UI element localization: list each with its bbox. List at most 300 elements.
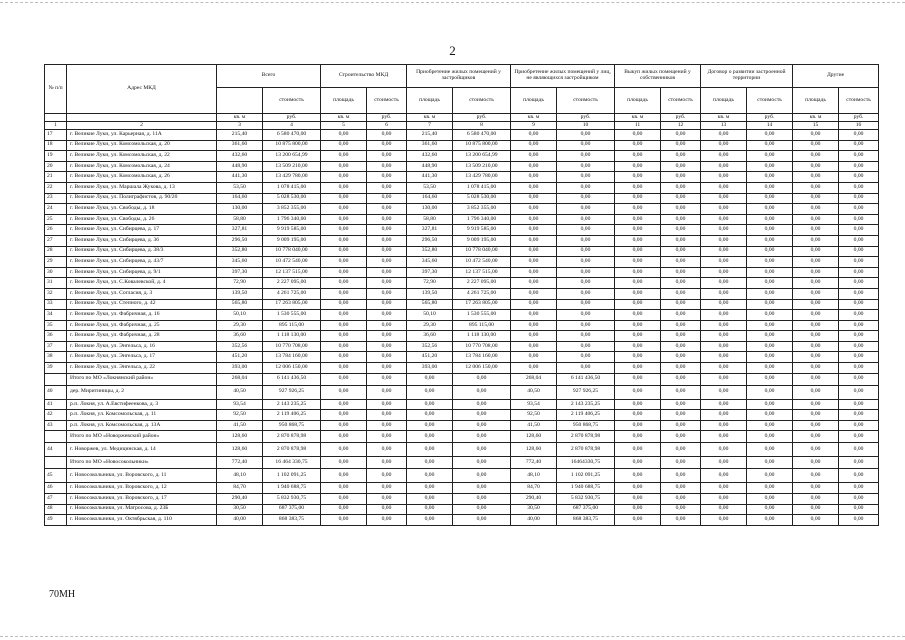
cell-area: 0,00 — [701, 140, 747, 151]
cell-cost: 6 141 436,50 — [263, 373, 321, 385]
row-number: 39 — [45, 363, 67, 374]
cell-cost: 0,00 — [367, 161, 407, 172]
cell-area: 84,70 — [511, 483, 557, 494]
cell-cost: 0,00 — [747, 352, 793, 363]
header-index: 8 — [453, 122, 511, 130]
cell-area: 0,00 — [321, 341, 367, 352]
cell-area: 0,00 — [511, 151, 557, 162]
cell-area: 0,00 — [321, 410, 367, 421]
row-address: г. Великие Луки, ул. Сибирцева, д. 38/3 — [67, 246, 217, 257]
cell-cost: 1 796 340,00 — [453, 214, 511, 225]
cell-cost: 0,00 — [367, 267, 407, 278]
cell-area: 0,00 — [615, 399, 661, 410]
row-number: 31 — [45, 278, 67, 289]
cell-cost: 9 919 585,00 — [453, 225, 511, 236]
cell-cost: 0,00 — [839, 331, 879, 342]
cell-area: 0,00 — [615, 204, 661, 215]
cell-cost: 0,00 — [367, 431, 407, 443]
header-index: 11 — [615, 122, 661, 130]
cell-cost: 1 796 340,00 — [263, 214, 321, 225]
cell-cost: 0,00 — [839, 443, 879, 457]
header-unit-area: кв. м — [321, 114, 367, 122]
row-number: 27 — [45, 235, 67, 246]
cell-area: 139,50 — [407, 288, 453, 299]
header-index: 10 — [557, 122, 615, 130]
row-address: г. Великие Луки, ул. Комсомольская, д. 26 — [67, 172, 217, 183]
cell-cost: 0,00 — [367, 331, 407, 342]
cell-cost: 0,00 — [661, 331, 701, 342]
row-number: 17 — [45, 130, 67, 141]
cell-cost: 0,00 — [661, 267, 701, 278]
cell-area: 0,00 — [615, 172, 661, 183]
cell-cost: 0,00 — [839, 267, 879, 278]
cell-area: 0,00 — [793, 341, 839, 352]
cell-area: 0,00 — [407, 399, 453, 410]
cell-area: 0,00 — [511, 310, 557, 321]
row-number: 21 — [45, 172, 67, 183]
cell-area: 0,00 — [321, 225, 367, 236]
cell-cost: 0,00 — [367, 483, 407, 494]
cell-area: 0,00 — [407, 469, 453, 483]
table-row — [45, 494, 879, 505]
cell-area: 0,00 — [321, 420, 367, 431]
header-sub-cost: стоимость — [367, 88, 407, 114]
cell-area: 352,56 — [407, 341, 453, 352]
table-row — [45, 483, 879, 494]
cell-area: 290,40 — [217, 494, 263, 505]
cell-area: 40,50 — [511, 385, 557, 399]
cell-area: 0,00 — [793, 257, 839, 268]
cell-area: 0,00 — [615, 278, 661, 289]
cell-cost: 0,00 — [839, 469, 879, 483]
cell-area: 327,81 — [407, 225, 453, 236]
cell-cost: 1 118 130,00 — [453, 331, 511, 342]
cell-area: 29,30 — [407, 320, 453, 331]
row-number: 34 — [45, 310, 67, 321]
cell-area: 41,50 — [511, 420, 557, 431]
cell-cost: 0,00 — [839, 385, 879, 399]
header-sub-cost: стоимость — [453, 88, 511, 114]
table-row — [45, 469, 879, 483]
cell-cost: 10 875 800,00 — [263, 140, 321, 151]
cell-area: 352,80 — [407, 246, 453, 257]
header-unit-cost: руб. — [453, 114, 511, 122]
cell-area: 215,40 — [407, 130, 453, 141]
cell-cost: 10 472 540,00 — [453, 257, 511, 268]
cell-area: 0,00 — [407, 504, 453, 515]
header-address: Адрес МКД — [67, 65, 217, 114]
table-row — [45, 341, 879, 352]
cell-cost: 0,00 — [839, 257, 879, 268]
cell-cost: 0,00 — [747, 504, 793, 515]
cell-cost: 0,00 — [661, 214, 701, 225]
row-address: р.п. Локня, ул. Комсомольская, д. 13А — [67, 420, 217, 431]
cell-area: 0,00 — [615, 182, 661, 193]
cell-cost: 0,00 — [747, 246, 793, 257]
row-address: г. Новосокольники, ул. Воровского, д. 12 — [67, 483, 217, 494]
cell-cost: 0,00 — [747, 431, 793, 443]
header-unit-area: кв. м — [701, 114, 747, 122]
row-address: г. Великие Луки, ул. Карьерная, д. 11А — [67, 130, 217, 141]
table-row — [45, 204, 879, 215]
row-address: г. Великие Луки, ул. Сибирцева, д. 17 — [67, 225, 217, 236]
cell-cost: 2 870 878,98 — [263, 443, 321, 457]
cell-cost: 0,00 — [839, 363, 879, 374]
cell-area: 0,00 — [793, 352, 839, 363]
cell-area: 0,00 — [701, 363, 747, 374]
cell-area: 0,00 — [407, 443, 453, 457]
cell-cost: 0,00 — [747, 373, 793, 385]
cell-area: 0,00 — [511, 278, 557, 289]
cell-cost: 0,00 — [661, 235, 701, 246]
cell-area: 58,80 — [217, 214, 263, 225]
cell-area: 0,00 — [793, 504, 839, 515]
cell-cost: 1 530 555,00 — [263, 310, 321, 321]
row-number: 38 — [45, 352, 67, 363]
cell-area: 345,60 — [217, 257, 263, 268]
table-row — [45, 235, 879, 246]
cell-area: 0,00 — [321, 299, 367, 310]
header-index: 1 — [45, 122, 67, 130]
cell-area: 0,00 — [321, 494, 367, 505]
cell-cost: 3 852 355,00 — [453, 204, 511, 215]
cell-cost: 0,00 — [747, 443, 793, 457]
cell-cost: 0,00 — [367, 515, 407, 526]
cell-cost: 868 383,75 — [263, 515, 321, 526]
cell-cost: 0,00 — [747, 161, 793, 172]
cell-cost: 0,00 — [557, 225, 615, 236]
table-row — [45, 331, 879, 342]
cell-area: 0,00 — [321, 431, 367, 443]
cell-cost: 10 875 800,00 — [453, 140, 511, 151]
row-address: г. Великие Луки, ул. Комсомольская, д. 20 — [67, 140, 217, 151]
cell-area: 0,00 — [701, 385, 747, 399]
row-address: г. Великие Луки, ул. Комсомольская, д. 22 — [67, 151, 217, 162]
cell-cost: 0,00 — [839, 420, 879, 431]
cell-area: 0,00 — [793, 130, 839, 141]
cell-cost: 0,00 — [557, 151, 615, 162]
header-sub-cost: стоимость — [661, 88, 701, 114]
table-row — [45, 161, 879, 172]
cell-area: 345,60 — [407, 257, 453, 268]
cell-cost: 2 143 235,25 — [263, 399, 321, 410]
cell-cost: 0,00 — [839, 246, 879, 257]
header-unit-cost: руб. — [263, 114, 321, 122]
cell-area: 0,00 — [407, 494, 453, 505]
cell-cost: 16464330,75 — [557, 457, 615, 469]
cell-area: 448,90 — [217, 161, 263, 172]
row-address: г. Великие Луки, ул. Полиграфистов, д. 90/20 — [67, 193, 217, 204]
table-row — [45, 363, 879, 374]
cell-area: 0,00 — [793, 182, 839, 193]
cell-area: 0,00 — [793, 483, 839, 494]
cell-cost: 0,00 — [839, 225, 879, 236]
row-address: г. Великие Луки, ул. Фабричная, д. 25 — [67, 320, 217, 331]
cell-cost: 0,00 — [661, 172, 701, 183]
cell-cost: 0,00 — [367, 504, 407, 515]
cell-area: 0,00 — [511, 193, 557, 204]
cell-area: 0,00 — [793, 457, 839, 469]
cell-area: 36,60 — [407, 331, 453, 342]
cell-cost: 6 580 470,00 — [263, 130, 321, 141]
cell-cost: 0,00 — [747, 235, 793, 246]
cell-area: 0,00 — [321, 310, 367, 321]
cell-area: 0,00 — [793, 246, 839, 257]
cell-cost: 5 028 530,00 — [453, 193, 511, 204]
row-number — [45, 373, 67, 385]
cell-area: 0,00 — [321, 278, 367, 289]
cell-cost: 0,00 — [747, 483, 793, 494]
cell-cost: 13 429 780,00 — [453, 172, 511, 183]
cell-area: 0,00 — [321, 204, 367, 215]
cell-cost: 2 143 235,25 — [557, 399, 615, 410]
cell-cost: 10 472 540,00 — [263, 257, 321, 268]
cell-cost: 0,00 — [661, 161, 701, 172]
table-row — [45, 443, 879, 457]
cell-cost: 0,00 — [367, 204, 407, 215]
cell-cost: 0,00 — [367, 363, 407, 374]
header-index: 7 — [407, 122, 453, 130]
cell-cost: 9 919 585,00 — [263, 225, 321, 236]
cell-cost: 0,00 — [661, 278, 701, 289]
cell-area: 0,00 — [701, 204, 747, 215]
cell-cost: 0,00 — [661, 204, 701, 215]
cell-area: 0,00 — [793, 225, 839, 236]
cell-cost: 0,00 — [367, 457, 407, 469]
cell-cost: 16 464 330,75 — [263, 457, 321, 469]
cell-cost: 13 509 210,00 — [453, 161, 511, 172]
cell-cost: 0,00 — [367, 410, 407, 421]
row-address: г. Великие Луки, ул. Сибирцева, д. 43/7 — [67, 257, 217, 268]
table-row — [45, 288, 879, 299]
row-number: 46 — [45, 483, 67, 494]
cell-cost: 0,00 — [839, 457, 879, 469]
cell-cost: 1 940 688,75 — [263, 483, 321, 494]
cell-cost: 0,00 — [367, 172, 407, 183]
cell-area: 0,00 — [701, 410, 747, 421]
cell-cost: 0,00 — [661, 288, 701, 299]
row-address: г. Новосокольники, ул. Воровского, д. 17 — [67, 494, 217, 505]
cell-cost: 0,00 — [453, 504, 511, 515]
cell-area: 0,00 — [407, 515, 453, 526]
header-unit-row — [45, 114, 879, 122]
cell-area: 772,40 — [217, 457, 263, 469]
header-sub-area: площадь — [701, 88, 747, 114]
cell-area: 0,00 — [511, 341, 557, 352]
cell-area: 0,00 — [615, 363, 661, 374]
header-group-developer-purchase: Приобретение жилых помещений у застройщиков — [407, 65, 511, 88]
row-number: 32 — [45, 288, 67, 299]
cell-cost: 0,00 — [839, 204, 879, 215]
cell-area: 0,00 — [321, 373, 367, 385]
cell-cost: 1 940 688,75 — [557, 483, 615, 494]
cell-area: 0,00 — [701, 331, 747, 342]
row-address: г. Новосокольники, ул. Октябрьская, д. 110 — [67, 515, 217, 526]
cell-area: 0,00 — [407, 385, 453, 399]
cell-area: 0,00 — [615, 420, 661, 431]
cell-area: 0,00 — [793, 373, 839, 385]
cell-area: 772,40 — [511, 457, 557, 469]
cell-cost: 0,00 — [557, 204, 615, 215]
header-sub-area: площадь — [615, 88, 661, 114]
cell-area: 0,00 — [321, 363, 367, 374]
cell-area: 397,30 — [217, 267, 263, 278]
header-group-nondeveloper-purchase: Приобретение жилых помещений у лиц, не являющихся застройщиком — [511, 65, 615, 88]
cell-cost: 0,00 — [367, 130, 407, 141]
cell-area: 441,30 — [407, 172, 453, 183]
row-number: 26 — [45, 225, 67, 236]
cell-area: 0,00 — [615, 410, 661, 421]
cell-area: 0,00 — [793, 299, 839, 310]
cell-area: 0,00 — [321, 320, 367, 331]
cell-area: 0,00 — [615, 320, 661, 331]
cell-area: 40,00 — [217, 515, 263, 526]
header-sub-cost: стоимость — [747, 88, 793, 114]
cell-area: 128,60 — [511, 443, 557, 457]
cell-cost: 1 102 091,25 — [557, 469, 615, 483]
cell-cost: 6 580 470,00 — [453, 130, 511, 141]
cell-area: 0,00 — [701, 246, 747, 257]
header-index: 12 — [661, 122, 701, 130]
cell-area: 268,04 — [511, 373, 557, 385]
table-row — [45, 140, 879, 151]
cell-cost: 0,00 — [453, 483, 511, 494]
cell-area: 50,10 — [407, 310, 453, 321]
cell-area: 0,00 — [511, 299, 557, 310]
cell-cost: 0,00 — [557, 257, 615, 268]
cell-cost: 2 870 878,98 — [263, 431, 321, 443]
cell-cost: 0,00 — [367, 288, 407, 299]
subtotal-row — [45, 457, 879, 469]
table-row — [45, 399, 879, 410]
header-unit-area: кв. м — [793, 114, 839, 122]
cell-area: 130,00 — [217, 204, 263, 215]
cell-cost: 950 868,75 — [557, 420, 615, 431]
cell-area: 164,60 — [217, 193, 263, 204]
header-index: 16 — [839, 122, 879, 130]
cell-area: 0,00 — [615, 483, 661, 494]
table-row — [45, 385, 879, 399]
cell-area: 0,00 — [407, 457, 453, 469]
cell-cost: 0,00 — [661, 193, 701, 204]
cell-area: 0,00 — [701, 504, 747, 515]
header-unit-area: кв. м — [615, 114, 661, 122]
cell-area: 0,00 — [511, 182, 557, 193]
row-address: г. Великие Луки, ул. Согласия, д. 3 — [67, 288, 217, 299]
cell-cost: 0,00 — [839, 140, 879, 151]
cell-area: 50,10 — [217, 310, 263, 321]
cell-area: 0,00 — [321, 140, 367, 151]
cell-area: 0,00 — [321, 443, 367, 457]
cell-area: 0,00 — [511, 320, 557, 331]
cell-area: 0,00 — [511, 214, 557, 225]
row-number: 30 — [45, 267, 67, 278]
cell-cost: 0,00 — [747, 172, 793, 183]
cell-cost: 0,00 — [557, 310, 615, 321]
cell-cost: 0,00 — [557, 299, 615, 310]
cell-cost: 0,00 — [453, 399, 511, 410]
cell-cost: 13 429 780,00 — [263, 172, 321, 183]
cell-cost: 0,00 — [557, 267, 615, 278]
cell-area: 53,50 — [407, 182, 453, 193]
cell-cost: 927 926,25 — [263, 385, 321, 399]
header-sub-cost: стоимость — [839, 88, 879, 114]
header-unit-blank — [67, 114, 217, 122]
cell-cost: 4 261 725,00 — [453, 288, 511, 299]
row-number — [45, 431, 67, 443]
row-address: г. Великие Луки, ул. Степного, д. 42 — [67, 299, 217, 310]
cell-cost: 0,00 — [557, 182, 615, 193]
table-row — [45, 320, 879, 331]
cell-cost: 10 770 708,00 — [453, 341, 511, 352]
row-number: 49 — [45, 515, 67, 526]
header-group-total: Всего — [217, 65, 321, 88]
row-address: г. Великие Луки, ул. Энгельса, д. 22 — [67, 363, 217, 374]
row-number: 33 — [45, 299, 67, 310]
cell-cost: 0,00 — [367, 320, 407, 331]
cell-area: 0,00 — [511, 267, 557, 278]
cell-area: 296,50 — [407, 235, 453, 246]
cell-area: 0,00 — [793, 515, 839, 526]
cell-area: 58,80 — [407, 214, 453, 225]
cell-area: 0,00 — [511, 130, 557, 141]
cell-area: 0,00 — [615, 140, 661, 151]
cell-area: 0,00 — [615, 457, 661, 469]
cell-cost: 0,00 — [453, 469, 511, 483]
header-index: 15 — [793, 122, 839, 130]
cell-cost: 0,00 — [453, 385, 511, 399]
cell-area: 0,00 — [701, 193, 747, 204]
cell-cost: 687 375,00 — [263, 504, 321, 515]
cell-cost: 0,00 — [557, 214, 615, 225]
cell-cost: 0,00 — [839, 161, 879, 172]
cell-area: 327,81 — [217, 225, 263, 236]
cell-cost: 6 141 436,50 — [557, 373, 615, 385]
table-row — [45, 151, 879, 162]
cell-cost: 3 852 355,00 — [263, 204, 321, 215]
cell-area: 0,00 — [407, 410, 453, 421]
row-number: 48 — [45, 504, 67, 515]
row-number: 44 — [45, 443, 67, 457]
cell-area: 0,00 — [615, 515, 661, 526]
cell-cost: 0,00 — [367, 469, 407, 483]
cell-cost: 13 200 654,99 — [263, 151, 321, 162]
page-number: 2 — [449, 43, 456, 58]
cell-cost: 0,00 — [367, 420, 407, 431]
cell-area: 0,00 — [793, 399, 839, 410]
cell-cost: 0,00 — [367, 225, 407, 236]
cell-cost: 0,00 — [367, 443, 407, 457]
cell-area: 93,54 — [511, 399, 557, 410]
cell-cost: 0,00 — [747, 267, 793, 278]
cell-area: 0,00 — [615, 161, 661, 172]
cell-area: 84,70 — [217, 483, 263, 494]
cell-cost: 2 119 406,25 — [263, 410, 321, 421]
cell-cost: 1 118 130,00 — [263, 331, 321, 342]
cell-cost: 950 868,75 — [263, 420, 321, 431]
housing-table — [44, 64, 879, 526]
cell-area: 0,00 — [615, 443, 661, 457]
row-address: г. Великие Луки, ул. Свободы, д. 18 — [67, 204, 217, 215]
cell-area: 0,00 — [701, 225, 747, 236]
row-number: 41 — [45, 399, 67, 410]
cell-cost: 0,00 — [557, 130, 615, 141]
cell-area: 0,00 — [321, 385, 367, 399]
cell-cost: 0,00 — [839, 373, 879, 385]
cell-cost: 0,00 — [747, 320, 793, 331]
row-address: р.п. Локня, ул. А.Евстифеенкова, д. 3 — [67, 399, 217, 410]
cell-area: 30,50 — [511, 504, 557, 515]
